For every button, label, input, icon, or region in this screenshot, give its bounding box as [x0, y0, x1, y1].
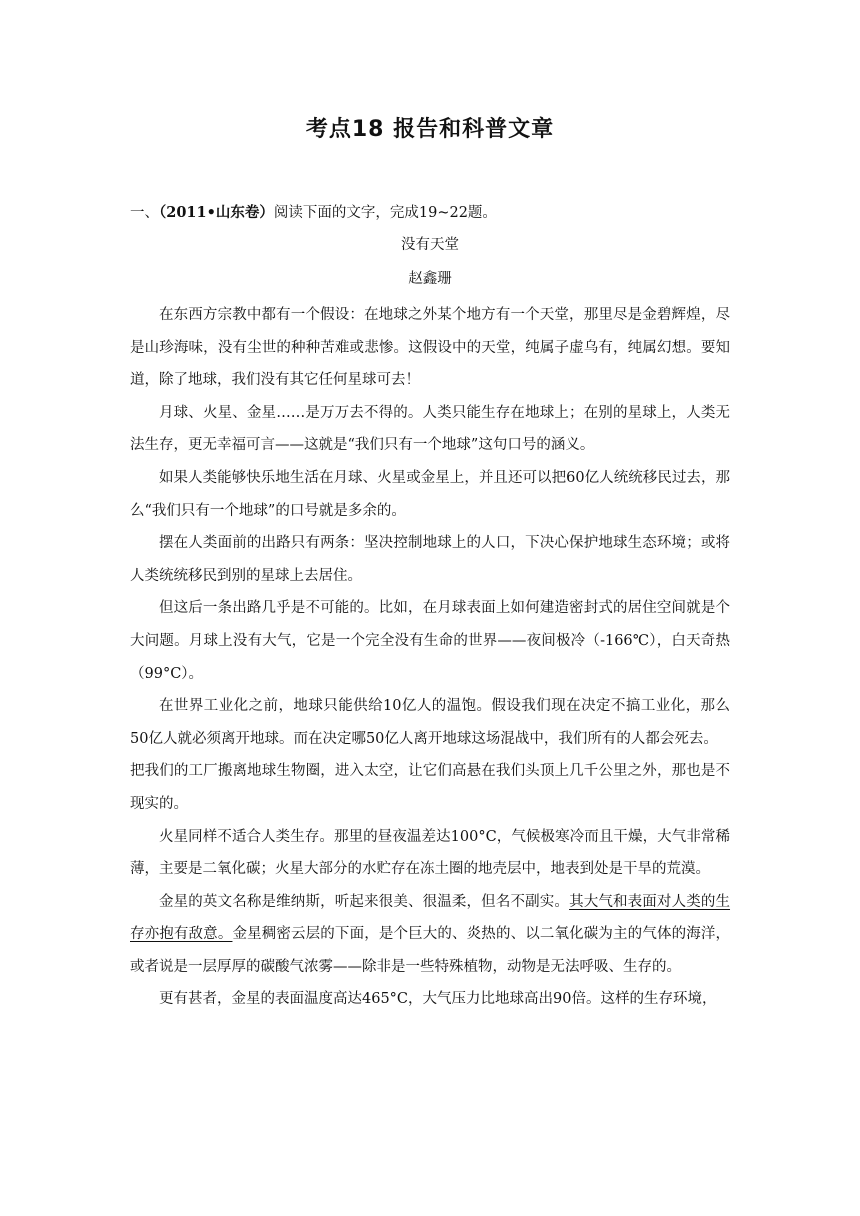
- underlined-sentence: 其大气和表面对人类的生存亦抱有敌意。: [130, 893, 731, 943]
- paragraph: 如果人类能够快乐地生活在月球、火星或金星上，并且还可以把60亿人统统移民过去，那么“我们只有一个地球”的口号就是多余的。: [130, 469, 730, 519]
- question-source: （2011•山东卷）: [159, 204, 274, 221]
- paragraph: 把我们的工厂搬离地球生物圈，进入太空，让它们高悬在我们头顶上几千公里之外，那也是不现实的。: [130, 763, 730, 812]
- paragraph: 但这后一条出路几乎是不可能的。比如，在月球表面上如何建造密封式的居住空间就是个大问题。月球上没有大气，它是一个完全没有生命的世界——夜间极冷（-166℃），白天奇热（99°C）。: [130, 600, 730, 682]
- page-title: 考点18 报告和科普文章: [305, 117, 555, 142]
- paragraph: 摆在人类面前的出路只有两条：坚决控制地球上的人口，下决心保护地球生态环境；或将人类统统移民到别的星球上去居住。: [130, 535, 730, 584]
- article-author: 赵鑫珊: [408, 271, 452, 287]
- paragraph-venus: [130, 886, 730, 984]
- venus-text-a: 金星的英文名称是维纳斯，听起来很美、很温柔，但名不副实。: [159, 893, 570, 910]
- question-number: 一、: [130, 205, 159, 221]
- question-heading: [130, 203, 497, 223]
- paragraph: 月球、火星、金星……是万万去不得的。人类只能生存在地球上；在别的星球上，人类无法生存，更无幸福可言——这就是“我们只有一个地球”这句口号的涵义。: [130, 404, 730, 454]
- venus-text-b: 金星稠密云层的下面，是个巨大的、炎热的、以二氧化碳为主的气体的海洋，或者说是一层厚厚的碳酸气浓雾——除非是一些特殊植物，动物是无法呼吸、生存的。: [130, 926, 731, 975]
- paragraph: 在东西方宗教中都有一个假设：在地球之外某个地方有一个天堂，那里尽是金碧辉煌，尽是山珍海味，没有尘世的种种苦难或悲惨。这假设中的天堂，纯属子虚乌有，纯属幻想。要知道，除了地球，我们没有其它任何星球可去！: [130, 307, 730, 389]
- article-body: [130, 299, 730, 1016]
- paragraph: 火星同样不适合人类生存。那里的昼夜温差达100°C，气候极寒冷而且干燥，大气非常稀薄，主要是二氧化碳；火星大部分的水贮存在冻土圈的地壳层中，地表到处是干旱的荒漠。: [130, 828, 730, 878]
- paragraph: 在世界工业化之前，地球只能供给10亿人的温饱。假设我们现在决定不搞工业化，那么50亿人就必须离开地球。而在决定哪50亿人离开地球这场混战中，我们所有的人都会死去。: [130, 698, 730, 747]
- article-title: 没有天堂: [401, 237, 459, 253]
- question-instruction: 阅读下面的文字，完成19~22题。: [273, 205, 497, 221]
- paragraph-last: 更有甚者，金星的表面温度高达465°C，大气压力比地球高出90倍。这样的生存环境，: [159, 991, 717, 1008]
